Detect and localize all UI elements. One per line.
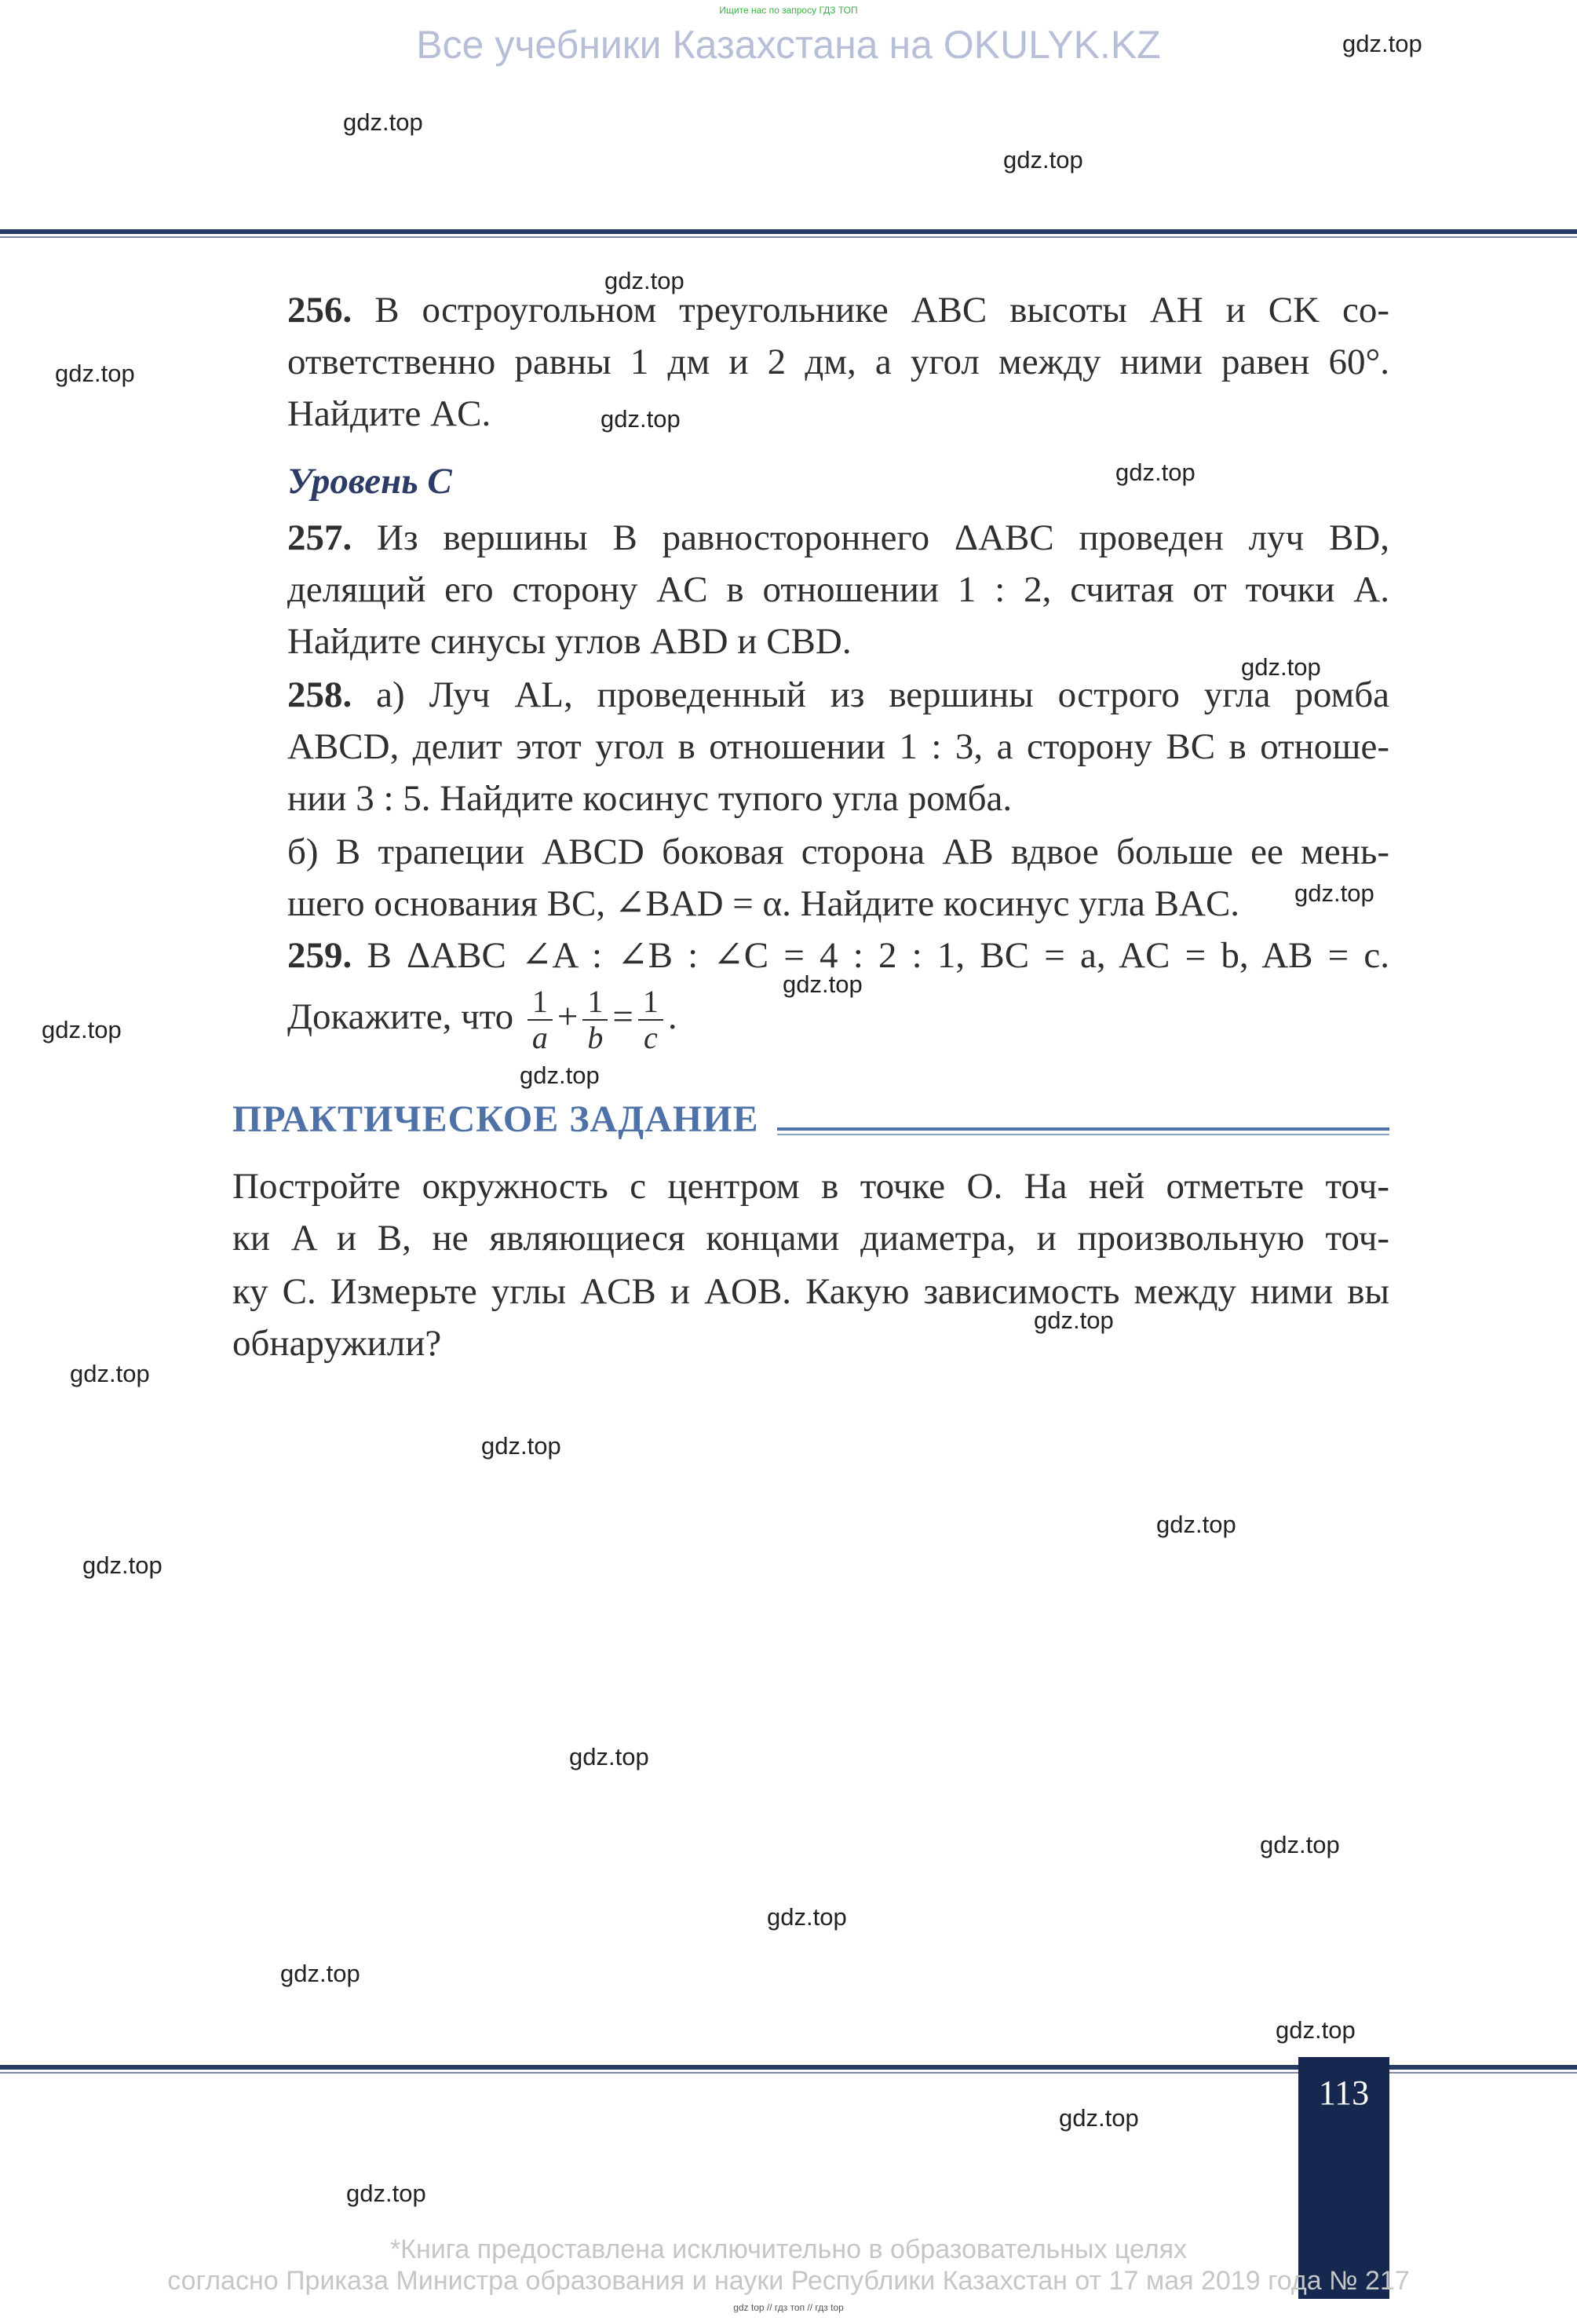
problem-258-line-3: нии 3 : 5. Найдите косинус тупого угла ромба. — [287, 778, 1013, 819]
problem-number: 259. — [287, 935, 352, 976]
watermark: gdz.top — [1241, 653, 1321, 681]
fraction-1-over-b: $\frac{1}{b}$ — [582, 985, 608, 1055]
watermark: gdz.top — [280, 1960, 360, 1987]
watermark: gdz.top — [343, 108, 423, 136]
watermark: gdz.top — [1276, 2016, 1356, 2044]
problem-257-line-1: 257. Из вершины B равностороннего ΔABC проведен луч BD, — [287, 517, 1389, 558]
watermark: gdz.top — [783, 970, 863, 998]
watermark: gdz.top — [1156, 1511, 1236, 1538]
problem-256-line-3: Найдите AC. — [287, 393, 491, 434]
watermark: gdz.top — [42, 1016, 122, 1043]
practice-line-4: обнаружили? — [232, 1323, 442, 1364]
watermark: gdz.top — [1034, 1306, 1114, 1334]
footer-line-1: *Книга предоставлена исключительно в образовательных целях — [389, 2234, 1188, 2264]
watermark: gdz.top — [1003, 146, 1083, 174]
problem-258-line-2: ABCD, делит этот угол в отношении 1 : 3, а сторону BC в отноше- — [287, 726, 1389, 767]
problem-number: 257. — [287, 517, 352, 558]
problem-257-line-2: делящий его сторону AC в отношении 1 : 2, считая от точки A. — [287, 569, 1389, 610]
watermark: gdz.top — [1059, 2104, 1139, 2132]
problem-258-line-4: б) В трапеции ABCD боковая сторона AB вдвое больше ее мень- — [287, 831, 1389, 872]
top-divider-thin — [0, 236, 1577, 238]
problem-258-line-5: шего основания BC, ∠BAD = α. Найдите косинус угла BAC. — [287, 883, 1240, 924]
watermark: gdz.top — [1294, 879, 1374, 907]
problem-259-line-1: 259. В ΔABC ∠A : ∠B : ∠C = 4 : 2 : 1, BC = a, AC = b, AB = c. — [287, 935, 1389, 976]
watermark: gdz.top — [604, 267, 684, 294]
practice-line-2: ки A и B, не являющиеся концами диаметра, и произвольную точ- — [232, 1218, 1389, 1259]
problem-258-line-1: 258. а) Луч AL, проведенный из вершины острого угла ромба — [287, 674, 1390, 715]
watermark: gdz.top — [1342, 30, 1422, 57]
problem-256-line-2: ответственно равны 1 дм и 2 дм, а угол между ними равен 60°. — [287, 342, 1389, 382]
problem-259-line-2: Докажите, что $\frac{1}{a}$ + $\frac{1}{b}$ = $\frac{1}{c}$ . — [287, 984, 677, 1055]
footer-line-2: согласно Приказа Министра образования и науки Республики Казахстан от 17 мая 2019 года № 217 — [167, 2266, 1410, 2296]
watermark: gdz.top — [601, 405, 681, 433]
top-divider — [0, 229, 1577, 234]
site-title[interactable]: Все учебники Казахстана на OKULYK.KZ — [416, 23, 1161, 67]
watermark: gdz.top — [569, 1743, 649, 1770]
watermark: gdz.top — [481, 1432, 561, 1460]
practice-line-3: ку C. Измерьте углы ACB и AOB. Какую зависимость между ними вы — [232, 1271, 1389, 1312]
watermark: gdz.top — [520, 1062, 600, 1089]
fraction-1-over-c: $\frac{1}{c}$ — [638, 985, 663, 1055]
problem-number: 256. — [287, 290, 352, 331]
practice-title-rule — [777, 1127, 1389, 1131]
problem-number: 258. — [287, 674, 352, 715]
watermark: gdz.top — [55, 360, 135, 387]
fraction-1-over-a: $\frac{1}{a}$ — [527, 985, 553, 1055]
level-heading: Уровень С — [287, 461, 452, 502]
practice-title: ПРАКТИЧЕСКОЕ ЗАДАНИЕ — [232, 1098, 759, 1140]
practice-title-rule-thin — [777, 1134, 1389, 1135]
practice-line-1: Постройте окружность с центром в точке O. На ней отметьте точ- — [232, 1166, 1389, 1207]
watermark: gdz.top — [82, 1551, 162, 1579]
watermark: gdz.top — [767, 1903, 847, 1931]
problem-256-line-1: 256. В остроугольном треугольнике ABC высоты AH и CK со- — [287, 290, 1389, 331]
problem-257-line-3: Найдите синусы углов ABD и CBD. — [287, 621, 852, 662]
page-number: 113 — [1318, 2074, 1370, 2112]
watermark: gdz.top — [1260, 1831, 1340, 1858]
watermark: gdz.top — [346, 2180, 426, 2207]
watermark: gdz.top — [70, 1360, 150, 1387]
watermark: gdz.top — [1115, 459, 1196, 486]
footer-line-3: gdz top // гдз топ // гдз top — [733, 2302, 844, 2313]
top-search-note: Ищите нас по запросу ГДЗ ТОП — [719, 5, 858, 16]
